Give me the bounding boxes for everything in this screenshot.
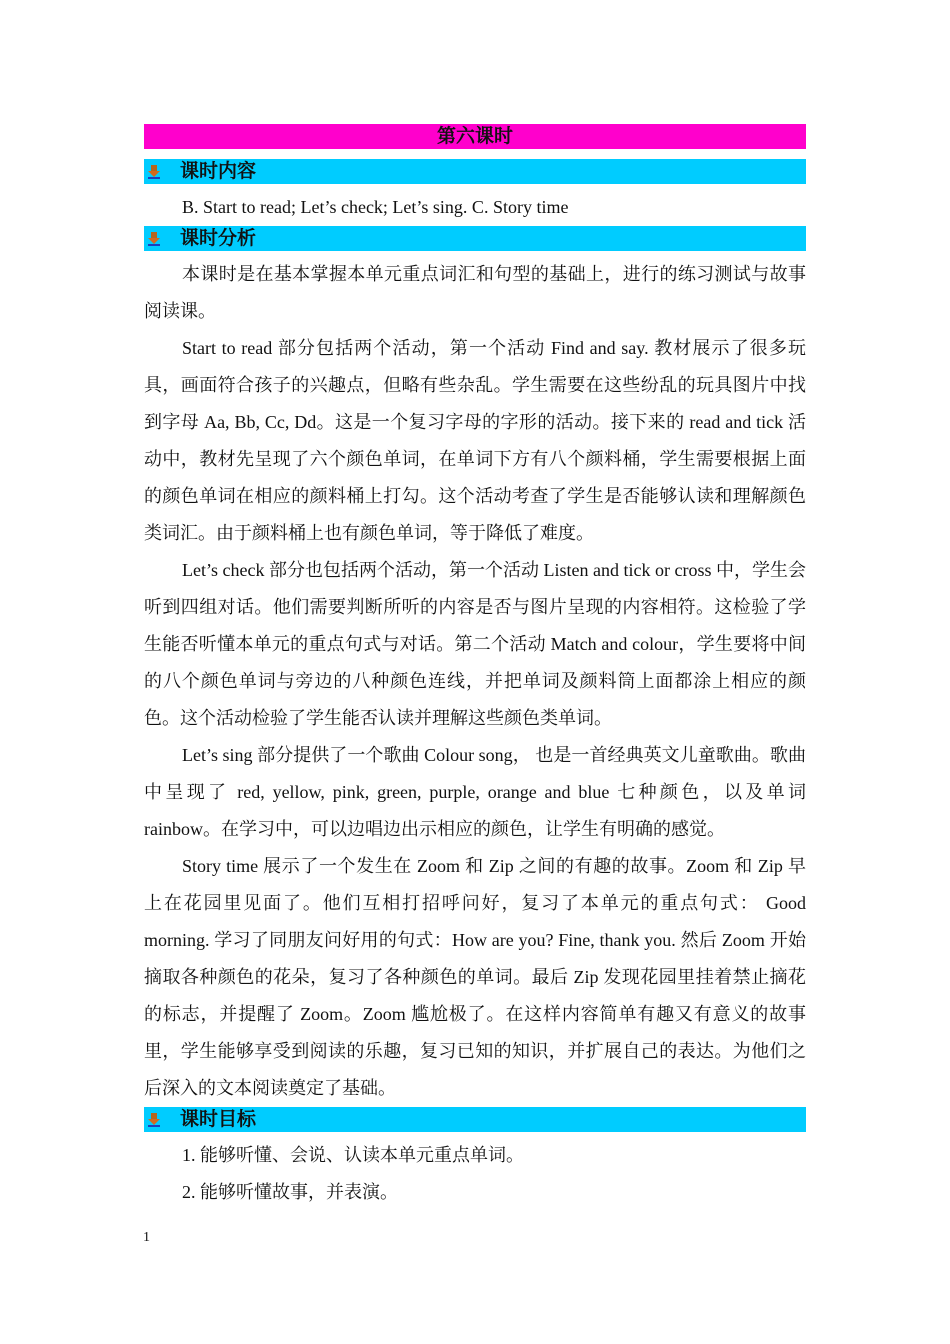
down-arrow-bullet-icon (144, 1112, 180, 1128)
section-heading-label: 课时分析 (180, 227, 257, 249)
page-title: 第六课时 (144, 124, 806, 149)
page-number: 1 (143, 1230, 150, 1245)
section-heading-content (144, 159, 806, 184)
paragraph: Let’s sing 部分提供了一个歌曲 Colour song， 也是一首经典英文儿童歌曲。歌曲中呈现了 red, yellow, pink, green, purple, orange and blue 七种颜色，以及单词 rainbow。在学习中，可以边唱边出示相应的颜色，让学生有明确的感觉。 (144, 745, 806, 839)
paragraph: Start to read 部分包括两个活动，第一个活动 Find and say. 教材展示了很多玩具，画面符合孩子的兴趣点，但略有些杂乱。学生需要在这些纷乱的玩具图片中找到字母 Aa, Bb, Cc, Dd。这是一个复习字母的字形的活动。接下来的 read and tick 活动中，教材先呈现了六个颜色单词，在单词下方有八个颜料桶，学生需要根据上面的颜色单词在相应的颜料桶上打勾。这个活动考查了学生是否能够认读和理解颜色类词汇。由于颜料桶上也有颜色单词，等于降低了难度。 (144, 338, 806, 543)
paragraph: B. Start to read; Let’s check; Let’s sing. C. Story time (182, 197, 569, 217)
section-heading-objectives (144, 1107, 806, 1132)
list-item: 2. 能够听懂故事，并表演。 (182, 1182, 398, 1202)
paragraph: Let’s check 部分也包括两个活动，第一个活动 Listen and tick or cross 中，学生会听到四组对话。他们需要判断所听的内容是否与图片呈现的内容相符。这检验了学生能否听懂本单元的重点句式与对话。第二个活动 Match and colour，学生要将中间的八个颜色单词与旁边的八种颜色连线，并把单词及颜料筒上面都涂上相应的颜色。这个活动检验了学生能否认读并理解这些颜色类单词。 (144, 560, 806, 728)
list-item: 1. 能够听懂、会说、认读本单元重点单词。 (182, 1145, 524, 1165)
down-arrow-bullet-icon (144, 231, 180, 247)
section-heading-label: 课时目标 (180, 1108, 257, 1130)
section-heading-label: 课时内容 (180, 160, 257, 182)
down-arrow-bullet-icon (144, 164, 180, 180)
paragraph: Story time 展示了一个发生在 Zoom 和 Zip 之间的有趣的故事。Zoom 和 Zip 早上在花园里见面了。他们互相打招呼问好，复习了本单元的重点句式： Good morning. 学习了同朋友问好用的句式：How are you? Fine, thank you. 然后 Zoom 开始摘取各种颜色的花朵，复习了各种颜色的单词。最后 Zip 发现花园里挂着禁止摘花的标志，并提醒了 Zoom。Zoom 尴尬极了。在这样内容简单有趣又有意义的故事里，学生能够享受到阅读的乐趣，复习已知的知识，并扩展自己的表达。为他们之后深入的文本阅读奠定了基础。 (144, 856, 806, 1098)
document-body (144, 124, 806, 1211)
paragraph: 本课时是在基本掌握本单元重点词汇和句型的基础上，进行的练习测试与故事阅读课。 (144, 264, 806, 321)
section-heading-analysis (144, 226, 806, 251)
